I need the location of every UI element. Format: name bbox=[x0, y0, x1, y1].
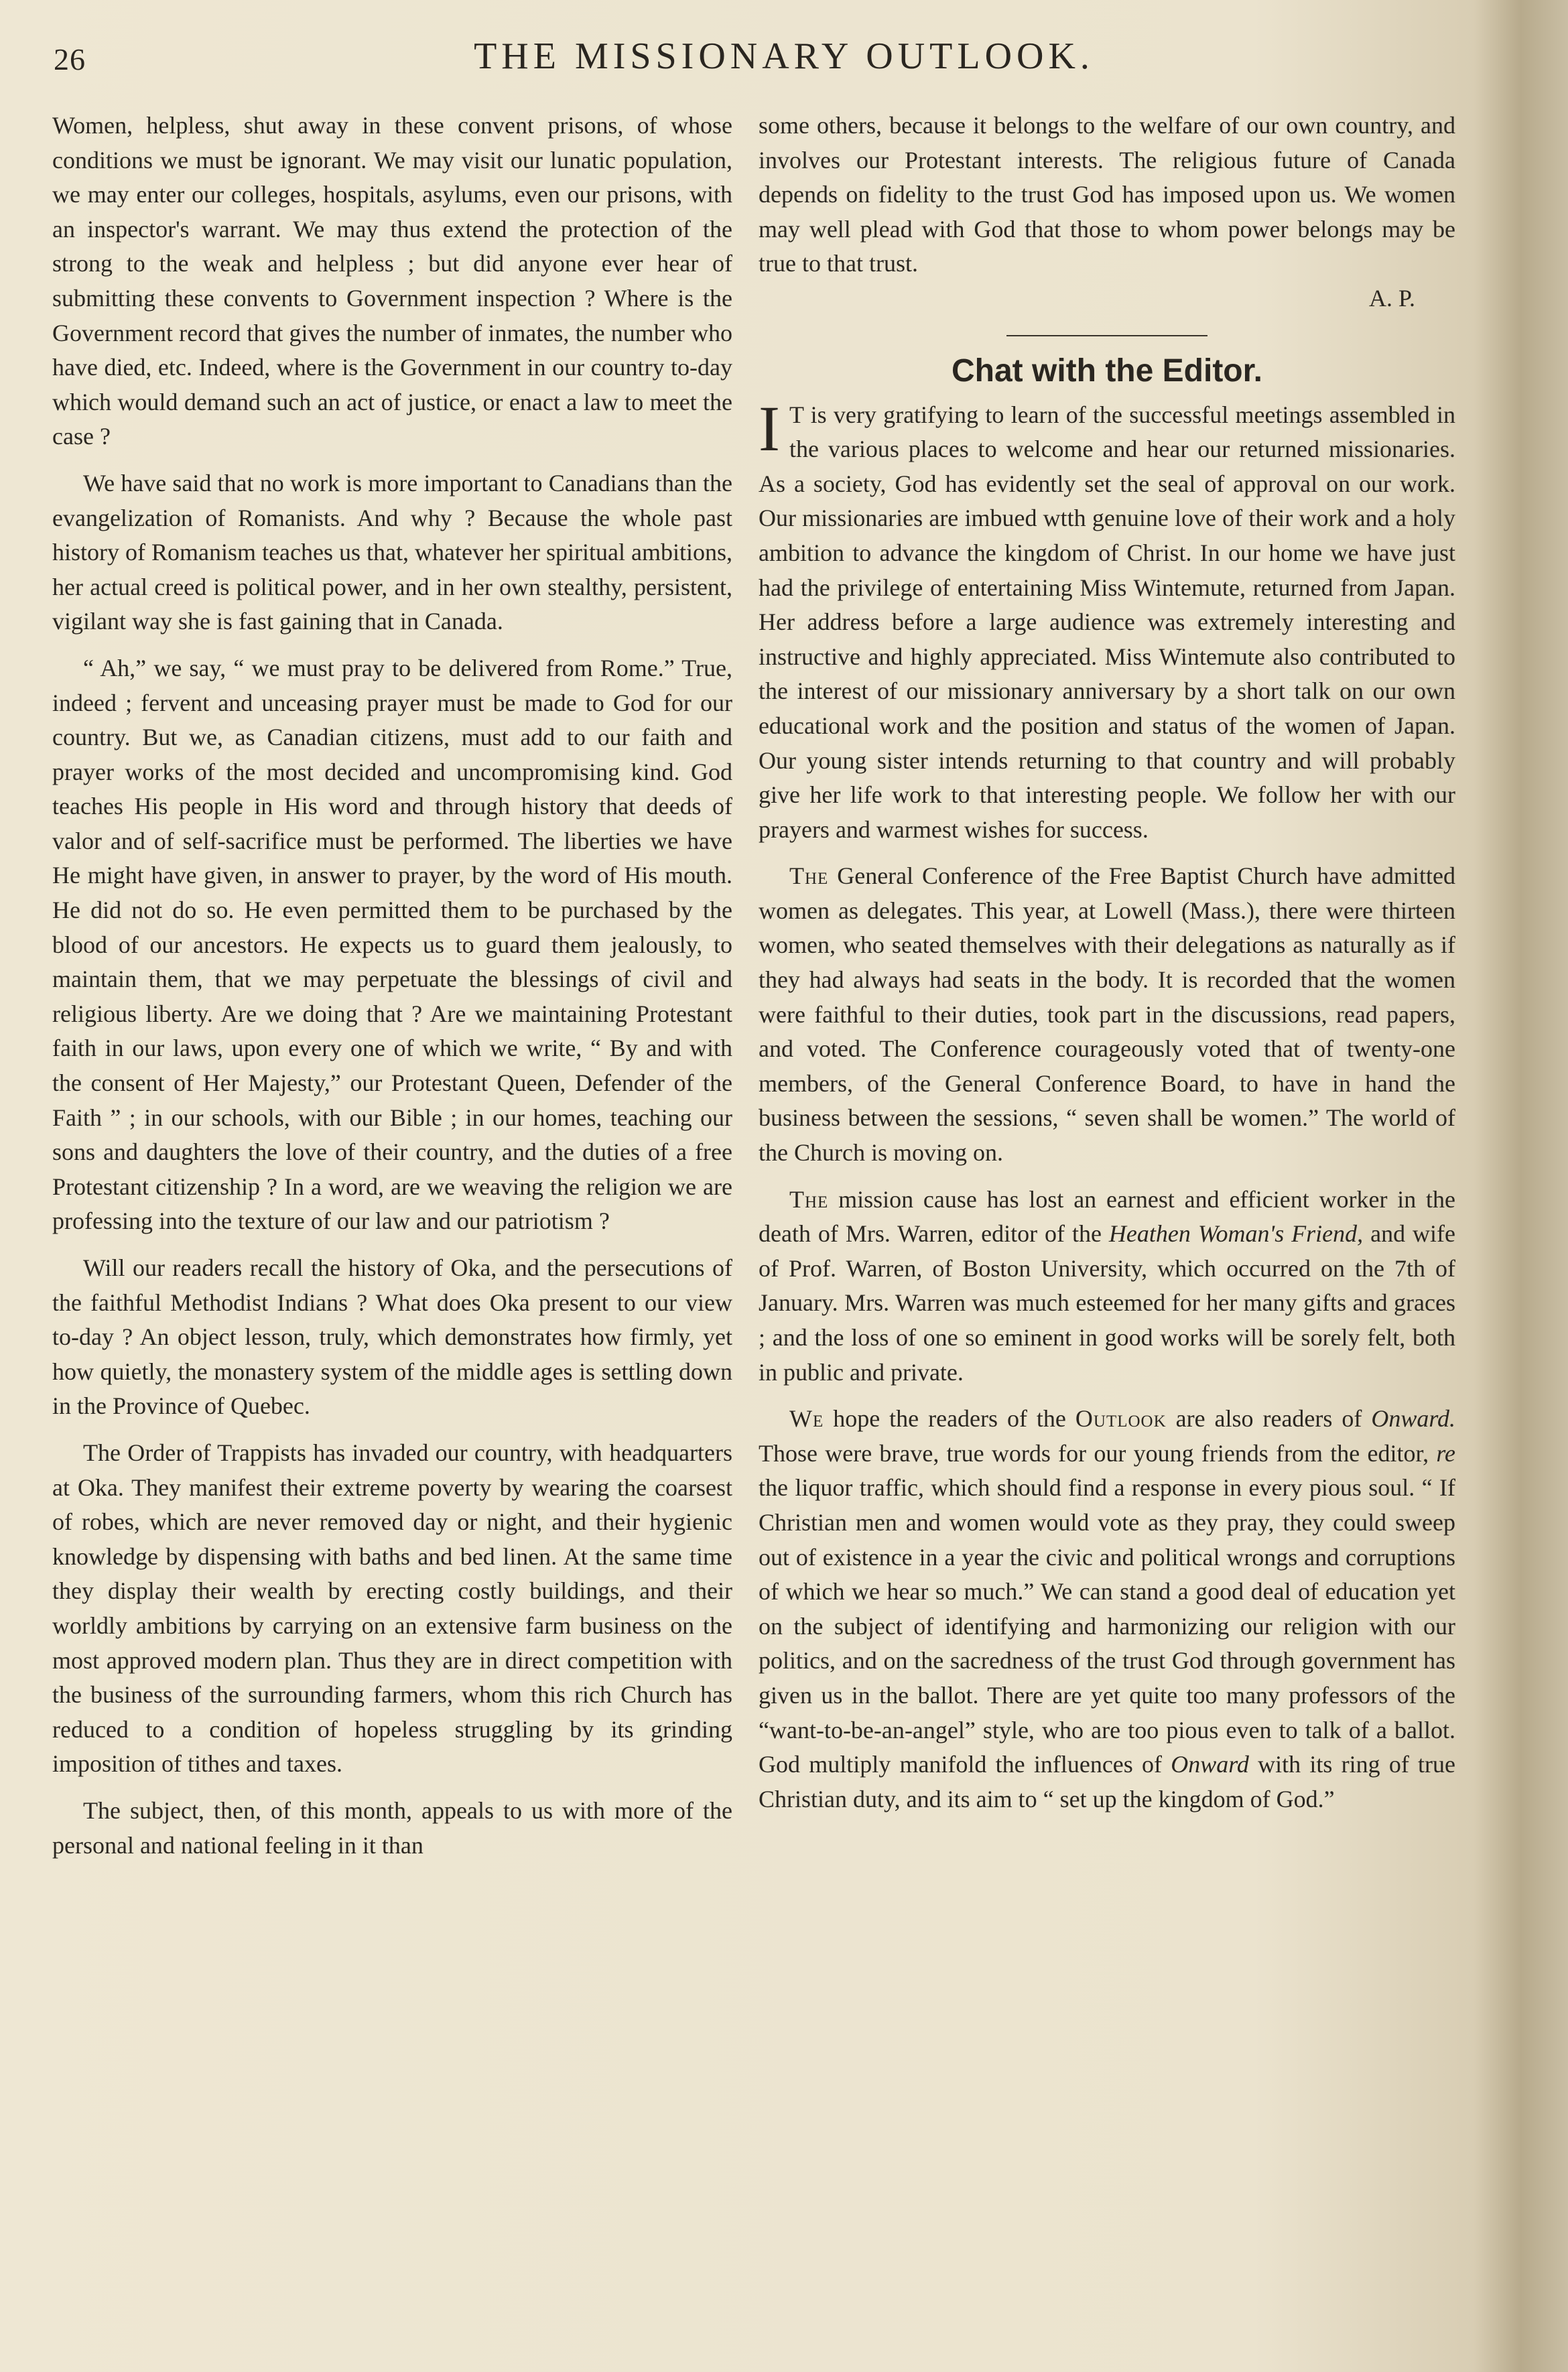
paragraph: The subject, then, of this month, appeals to us with more of the personal and national feeling in it than bbox=[52, 1796, 732, 1859]
paragraph bbox=[759, 1402, 1455, 1817]
lead-word: The bbox=[789, 1185, 829, 1213]
page-number: 26 bbox=[54, 42, 86, 76]
signature-line bbox=[759, 281, 1455, 316]
drop-cap: I bbox=[759, 392, 780, 464]
publication-title: Onward bbox=[1171, 1751, 1249, 1778]
paragraph-text: mission cause has lost an earnest and efficient worker in the death of Mrs. Warren, editor of the bbox=[759, 1185, 1455, 1248]
paragraph-text: T is very gratifying to learn of the successful meetings assembled in the various places to welcome and hear our returned missionaries. As a society, God has evidently set the seal of approval on our work. Our missionaries are imbued wtth genuine love of their work and a holy ambition to advance the kingdom of Christ. In our home we have just had the privilege of entertaining Miss Wintemute, returned from Japan. Her address before a large audience was extremely interesting and instructive and highly appreciated. Miss Wintemute also contributed to the interest of our missionary anniversary by a short talk on our own educational work and the position and status of the women of Japan. Our young sister intends returning to that country and will probably give her life work to that interesting people. We follow her with our prayers and warmest wishes for success. bbox=[759, 401, 1455, 843]
running-head: THE MISSIONARY OUTLOOK. bbox=[474, 36, 1094, 77]
paragraph-text: hope the readers of the bbox=[833, 1405, 1066, 1433]
paragraph bbox=[759, 859, 1455, 1170]
paragraph-text: and wife of Prof. Warren, of Boston University, which occurred on the 7th of January. Mrs. Warren was much esteemed for her many gifts and graces ; and the loss of one so eminent in good works will be sorely felt, both in public and private. bbox=[759, 1220, 1456, 1386]
right-column bbox=[759, 109, 1455, 1829]
left-column bbox=[52, 109, 732, 1875]
paragraph bbox=[759, 1183, 1455, 1390]
latin-word: re bbox=[1436, 1439, 1455, 1467]
section-heading: Chat with the Editor. bbox=[952, 352, 1262, 389]
publication-title: Onward. bbox=[1371, 1405, 1456, 1433]
paragraph-text: General Conference of the Free Baptist Church have admitted women as delegates. This year, at Lowell (Mass.), there were thirteen women, who seated themselves with their delegations as naturally as if they had always had seats in the body. It is recorded that the women were faithful to their duties, took part in the discussions, read papers, and voted. The Conference courageously voted that of twenty-one members, of the General Conference Board, to have in hand the business between the sessions, “ seven shall be women.” The world of the Church is moving on. bbox=[759, 862, 1455, 1167]
paragraph: Women, helpless, shut away in these convent prisons, of whose conditions we must be ignorant. We may visit our lunatic population, we may enter our colleges, hospitals, asylums, even our prisons, with an inspector's warrant. We may thus extend the protection of the strong to the weak and helpless ; but did anyone ever hear of submitting these convents to Government inspection ? Where is the Government record that gives the number of inmates, the number who have died, etc. Indeed, where is the Government in our country to-day which would demand such an act of justice, or enact a law to meet the case ? bbox=[52, 112, 732, 450]
author-initials: A. P. bbox=[1368, 284, 1415, 312]
paragraph-text: some others, because it belongs to the welfare of our own country, and involves our Protestant interests. The religious future of Canada depends on fidelity to the trust God has imposed upon us. We women may well plead with God that those to whom power belongs may be true to that trust. bbox=[759, 112, 1455, 277]
paragraph: Will our readers recall the history of Oka, and the persecutions of the faithful Methodist Indians ? What does Oka present to our view to-day ? An object lesson, truly, which demonstrates how firmly, yet how quietly, the monastery system of the middle ages is settling down in the Province of Quebec. bbox=[52, 1254, 732, 1420]
lead-word: The bbox=[789, 862, 829, 890]
section-divider bbox=[1006, 335, 1207, 336]
paragraph: “ Ah,” we say, “ we must pray to be delivered from Rome.” True, indeed ; fervent and unceasing prayer must be made to God for our country. But we, as Canadian citizens, must add to our faith and prayer works of the most decided and uncompromising kind. God teaches His people in His word and through history that deeds of valor and of self-sacrifice must be performed. The liberties we have He might have given, in answer to prayer, by the word of His mouth. He did not do so. He even permitted them to be purchased by the blood of our ancestors. He expects us to guard them jealously, to maintain them, that we may perpetuate the blessings of civil and religious liberty. Are we doing that ? Are we maintaining Protestant faith in our laws, upon every one of which we write, “ By and with the consent of Her Majesty,” our Protestant Queen, Defender of the Faith ” ; in our schools, with our Bible ; in our homes, teaching our sons and daughters the love of their country, and the duties of a free Protestant citizenship ? In a word, are we weaving the religion we are professing into the texture of our law and our patriotism ? bbox=[52, 654, 732, 1235]
paragraph: We have said that no work is more important to Canadians than the evangelization of Romanists. And why ? Because the whole past history of Romanism teaches us that, whatever her spiritual ambitions, her actual creed is political power, and in her own stealthy, persistent, vigilant way she is fast gaining that in Canada. bbox=[52, 469, 732, 635]
paragraph bbox=[759, 392, 1455, 848]
paragraph-text: the liquor traffic, which should find a response in every pious soul. “ If Christian men and women would vote as they pray, they could sweep out of existence in a year the civic and political wrongs and corruptions of which we hear so much.” We can stand a good deal of education yet on the subject of identifying and harmonizing our religion with our politics, and on the sacredness of the trust God through government has given us in the ballot. There are yet quite too many professors of the “want-to-be-an-angel” style, who are too pious even to talk of a ballot. God multiply manifold the influences of bbox=[759, 1474, 1455, 1778]
paragraph-text: Those were brave, true words for our young friends from the editor, bbox=[759, 1439, 1429, 1467]
paragraph-text: with its ring of true Christian duty, and its aim to “ set up the kingdom of God.” bbox=[759, 1751, 1456, 1813]
paragraph: The Order of Trappists has invaded our country, with headquarters at Oka. They manifest their extreme poverty by wearing the coarsest of robes, which are never removed day or night, and their hygienic knowledge by dispensing with baths and bed linen. At the same time they display their wealth by erecting costly buildings, and their worldly ambitions by carrying on an extensive farm business on the most approved modern plan. Thus they are in direct competition with the business of the surrounding farmers, whom this rich Church has reduced to a condition of hopeless struggling by its grinding imposition of tithes and taxes. bbox=[52, 1439, 732, 1778]
lead-word: We bbox=[789, 1405, 824, 1433]
paragraph bbox=[759, 109, 1455, 316]
paragraph-text: are also readers of bbox=[1175, 1405, 1362, 1433]
publication-title: Outlook bbox=[1075, 1405, 1167, 1433]
publication-title: Heathen Woman's Friend, bbox=[1108, 1220, 1364, 1248]
page-header bbox=[47, 29, 1461, 83]
